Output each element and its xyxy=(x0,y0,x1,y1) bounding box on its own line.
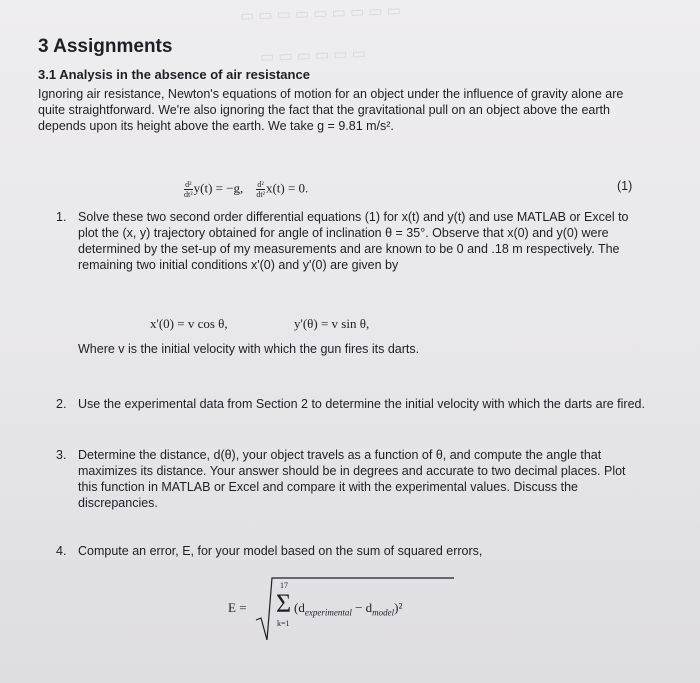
equation-number: (1) xyxy=(617,179,633,193)
equation-y: y(t) = −g, xyxy=(193,180,244,196)
equation-x: x(t) = 0. xyxy=(265,180,309,196)
item-number: 1. xyxy=(56,210,67,224)
initial-condition-x: x'(0) = v cos θ, xyxy=(150,316,228,331)
error-formula xyxy=(228,576,458,644)
item-note: Where v is the initial velocity with which the gun fires its darts. xyxy=(78,342,420,356)
list-item xyxy=(56,396,650,412)
bleed-through-mark: ▭ ▭ ▭ ▭ ▭ ▭ ▭ ▭ ▭ xyxy=(239,2,402,25)
derivative-operator-x: $\frac{\text{d²}}{\text{dt²}}$ xyxy=(256,180,265,199)
derivative-operator-y: $\frac{\text{d²}}{\text{dt²}}$ xyxy=(184,180,193,199)
item-text: Determine the distance, d(θ), your object travels as a function of θ, and compute the angle that maximizes its distance. Your answer should be in degrees and accurate to two decimal places. Plot this function in MATLAB or Excel and compare it with the experimental values. Discuss the discrepancies. xyxy=(78,448,626,510)
initial-condition-y: y'(θ) = v sin θ, xyxy=(294,316,370,331)
bleed-through-mark: ▭ ▭ ▭ ▭ ▭ ▭ xyxy=(259,45,367,66)
error-lhs: E = xyxy=(228,600,247,615)
equation-1 xyxy=(184,180,308,199)
item-text: Compute an error, E, for your model based on the sum of squared errors, xyxy=(78,544,483,558)
item-text: Use the experimental data from Section 2 to determine the initial velocity with which the darts are fired. xyxy=(78,397,645,411)
squared-difference: $(d_{experimental} - d_{model})^2$ xyxy=(294,600,403,618)
item-number: 4. xyxy=(56,544,67,558)
item-number: 3. xyxy=(56,448,67,462)
list-item xyxy=(56,543,638,559)
item-text: Solve these two second order differential equations (1) for x(t) and y(t) and use MATLAB or Excel to plot the (x, y) trajectory obtained for angle of inclination θ = 35°. Observe that x(0) and y(0) were determined by the set-up of my measurements and are known to be 0 and .18 m respectively. The remaining two initial conditions x'(0) and y'(0) are given by xyxy=(78,210,629,272)
sigma-symbol: Σ xyxy=(276,589,292,618)
intro-paragraph: Ignoring air resistance, Newton's equations of motion for an object under the influence of gravity alone are quite straightforward. We're also ignoring the fact that the gravitational pull on an object above the earth depends upon its height above the earth. We take g = 9.81 m/s². xyxy=(38,87,624,133)
subsection-title: 3.1 Analysis in the absence of air resistance xyxy=(38,67,310,82)
section-title: 3 Assignments xyxy=(38,36,173,57)
list-item xyxy=(56,447,638,511)
item-number: 2. xyxy=(56,397,67,411)
sum-upper-limit: 17 xyxy=(280,581,288,590)
list-item xyxy=(56,209,648,273)
sum-lower-limit: k=1 xyxy=(277,619,290,628)
